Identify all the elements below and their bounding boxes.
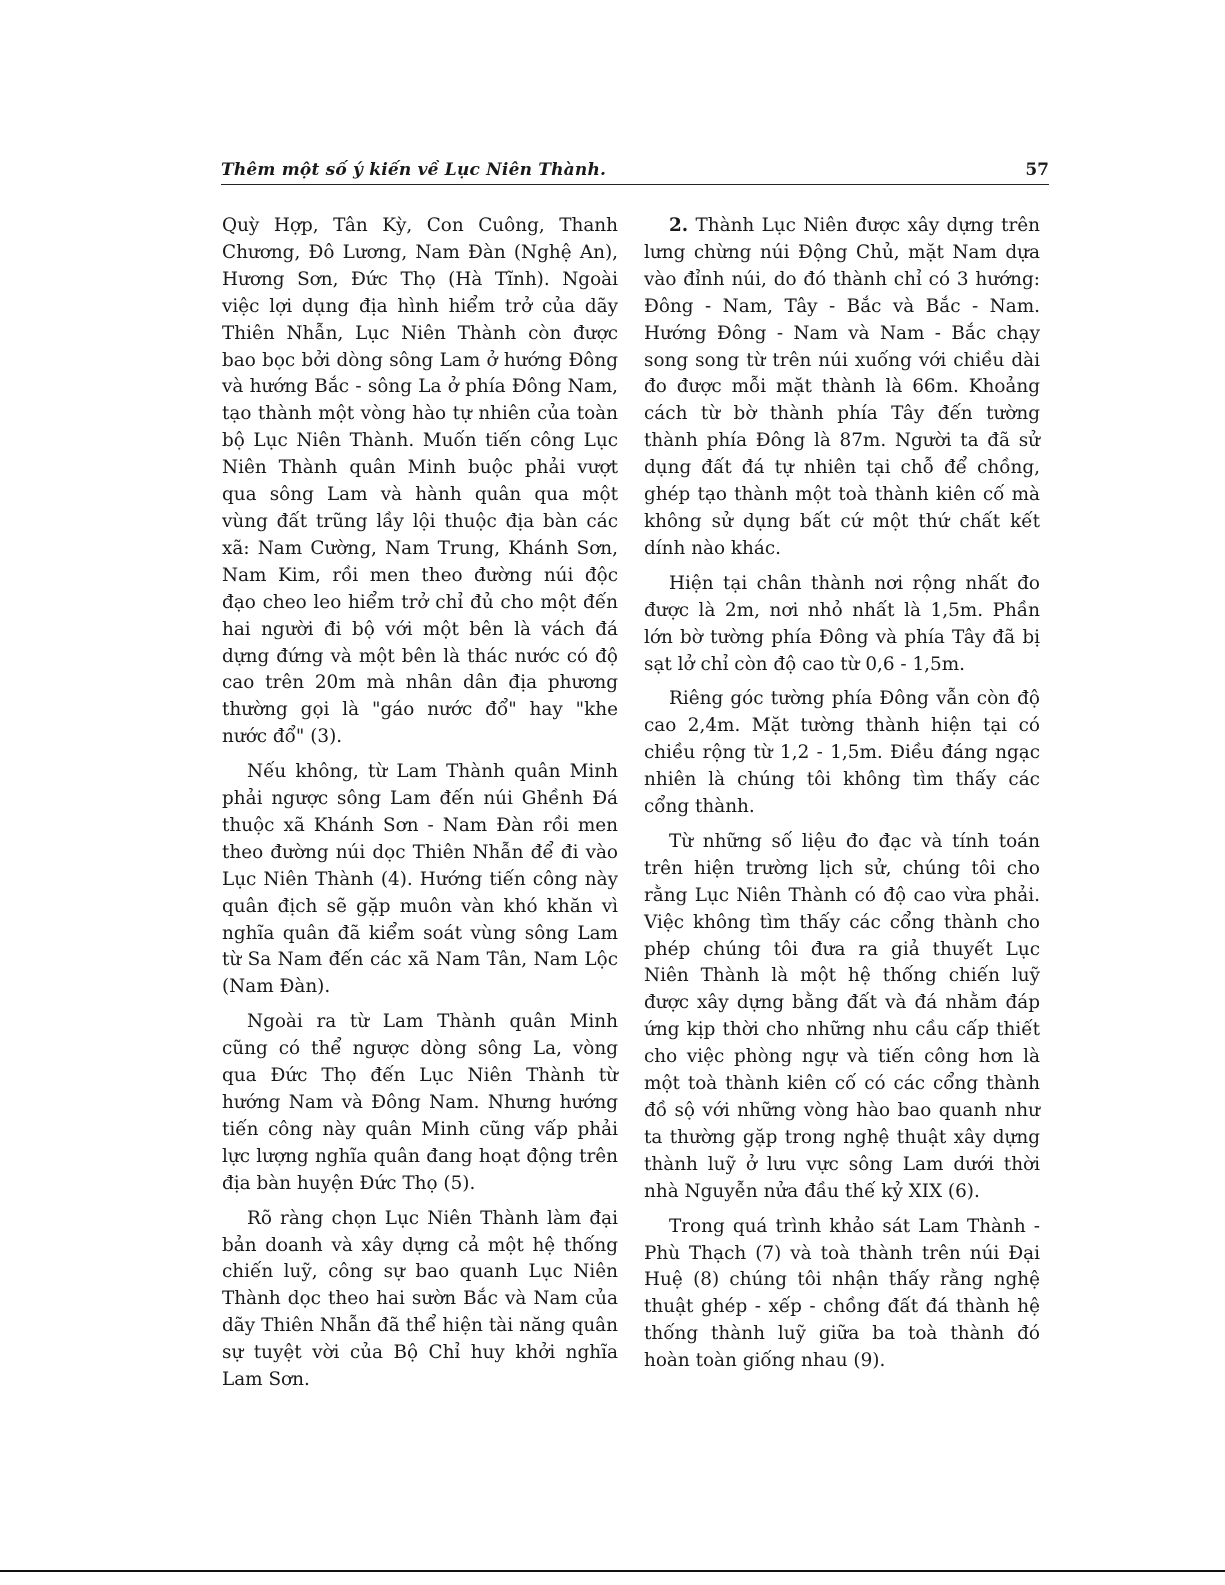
section-number: 2. — [669, 215, 689, 236]
paragraph: Trong quá trình khảo sát Lam Thành - Phù Thạch (7) và toà thành trên núi Đại Huệ (8) chúng tôi nhận thấy rằng nghệ thuật ghép - xếp - chồng đất đá thành hệ thống thành luỹ giữa ba toà thành đó hoàn toàn giống nhau (9). — [644, 1215, 1040, 1372]
paragraph: Rõ ràng chọn Lục Niên Thành làm đại bản doanh và xây dựng cả một hệ thống chiến luỹ, công sự bao quanh Lục Niên Thành dọc theo hai sườn Bắc và Nam của dãy Thiên Nhẫn đã thể hiện tài năng quân sự tuyệt vời của Bộ Chỉ huy khởi nghĩa Lam Sơn. — [222, 1207, 618, 1391]
bottom-rule — [0, 1570, 1225, 1572]
paragraph-text: Thành Lục Niên được xây dựng trên lưng chừng núi Động Chủ, mặt Nam dựa vào đỉnh núi, do đó thành chỉ có 3 hướng: Đông - Nam, Tây - Bắc và Bắc - Nam. Hướng Đông - Nam và Nam - Bắc chạy song song từ trên núi xuống với chiều dài đo được mỗi mặt thành là 66m. Khoảng cách từ bờ thành phía Tây đến tường thành phía Đông là 87m. Người ta đã sử dụng đất đá tự nhiên tại chỗ để chồng, ghép tạo thành một toà thành kiên cố mà không sử dụng bất cứ một thứ chất kết dính nào khác. — [644, 215, 1040, 559]
left-column — [222, 213, 618, 1402]
page-number: 57 — [1025, 160, 1049, 180]
paragraph: Quỳ Hợp, Tân Kỳ, Con Cuông, Thanh Chương, Đô Lương, Nam Đàn (Nghệ An), Hương Sơn, Đức Thọ (Hà Tĩnh). Ngoài việc lợi dụng địa hình hiểm trở của dãy Thiên Nhẫn, Lục Niên Thành còn được bao bọc bởi dòng sông Lam ở hướng Đông và hướng Bắc - sông La ở phía Đông Nam, tạo thành một vòng hào tự nhiên của toàn bộ Lục Niên Thành. Muốn tiến công Lục Niên Thành quân Minh buộc phải vượt qua sông Lam và hành quân qua một vùng đất trũng lầy lội thuộc địa bàn các xã: Nam Cường, Nam Trung, Khánh Sơn, Nam Kim, rồi men theo đường núi độc đạo cheo leo hiểm trở chỉ đủ cho một đến hai người đi bộ với một bên là vách đá dựng đứng và một bên là thác nước có độ cao trên 20m mà nhân dân địa phương thường gọi là "gáo nước đổ" hay "khe nước đổ" (3). — [222, 215, 618, 748]
running-title: Thêm một số ý kiến về Lục Niên Thành. — [221, 160, 607, 180]
paragraph: Từ những số liệu đo đạc và tính toán trên hiện trường lịch sử, chúng tôi cho rằng Lục Niên Thành có độ cao vừa phải. Việc không tìm thấy các cổng thành cho phép chúng tôi đưa ra giả thuyết Lục Niên Thành là một hệ thống chiến luỹ được xây dựng bằng đất và đá nhằm đáp ứng kịp thời cho những nhu cầu cấp thiết cho việc phòng ngự và tiến công hơn là một toà thành kiên cố có các cổng thành đồ sộ với những vòng hào bao quanh như ta thường gặp trong nghệ thuật xây dựng thành luỹ ở lưu vực sông Lam dưới thời nhà Nguyễn nửa đầu thế kỷ XIX (6). — [644, 830, 1040, 1202]
paragraph: Ngoài ra từ Lam Thành quân Minh cũng có thể ngược dòng sông La, vòng qua Đức Thọ đến Lục Niên Thành từ hướng Nam và Đông Nam. Nhưng hướng tiến công này quân Minh cũng vấp phải lực lượng nghĩa quân đang hoạt động trên địa bàn huyện Đức Thọ (5). — [222, 1011, 618, 1194]
paragraph: Hiện tại chân thành nơi rộng nhất đo được là 2m, nơi nhỏ nhất là 1,5m. Phần lớn bờ tường phía Đông và phía Tây đã bị sạt lở chỉ còn độ cao từ 0,6 - 1,5m. — [644, 572, 1040, 675]
paragraph: Riêng góc tường phía Đông vẫn còn độ cao 2,4m. Mặt tường thành hiện tại có chiều rộng từ 1,2 - 1,5m. Điều đáng ngạc nhiên là chúng tôi không tìm thấy các cổng thành. — [644, 688, 1040, 818]
right-column — [644, 213, 1040, 1383]
paragraph: Nếu không, từ Lam Thành quân Minh phải ngược sông Lam đến núi Ghềnh Đá thuộc xã Khánh Sơn - Nam Đàn rồi men theo đường núi dọc Thiên Nhẫn để đi vào Lục Niên Thành (4). Hướng tiến công này quân địch sẽ gặp muôn vàn khó khăn vì nghĩa quân đã kiểm soát vùng sông Lam từ Sa Nam đến các xã Nam Tân, Nam Lộc (Nam Đàn). — [222, 761, 618, 998]
running-header — [221, 158, 1049, 185]
paragraph — [644, 213, 1040, 563]
